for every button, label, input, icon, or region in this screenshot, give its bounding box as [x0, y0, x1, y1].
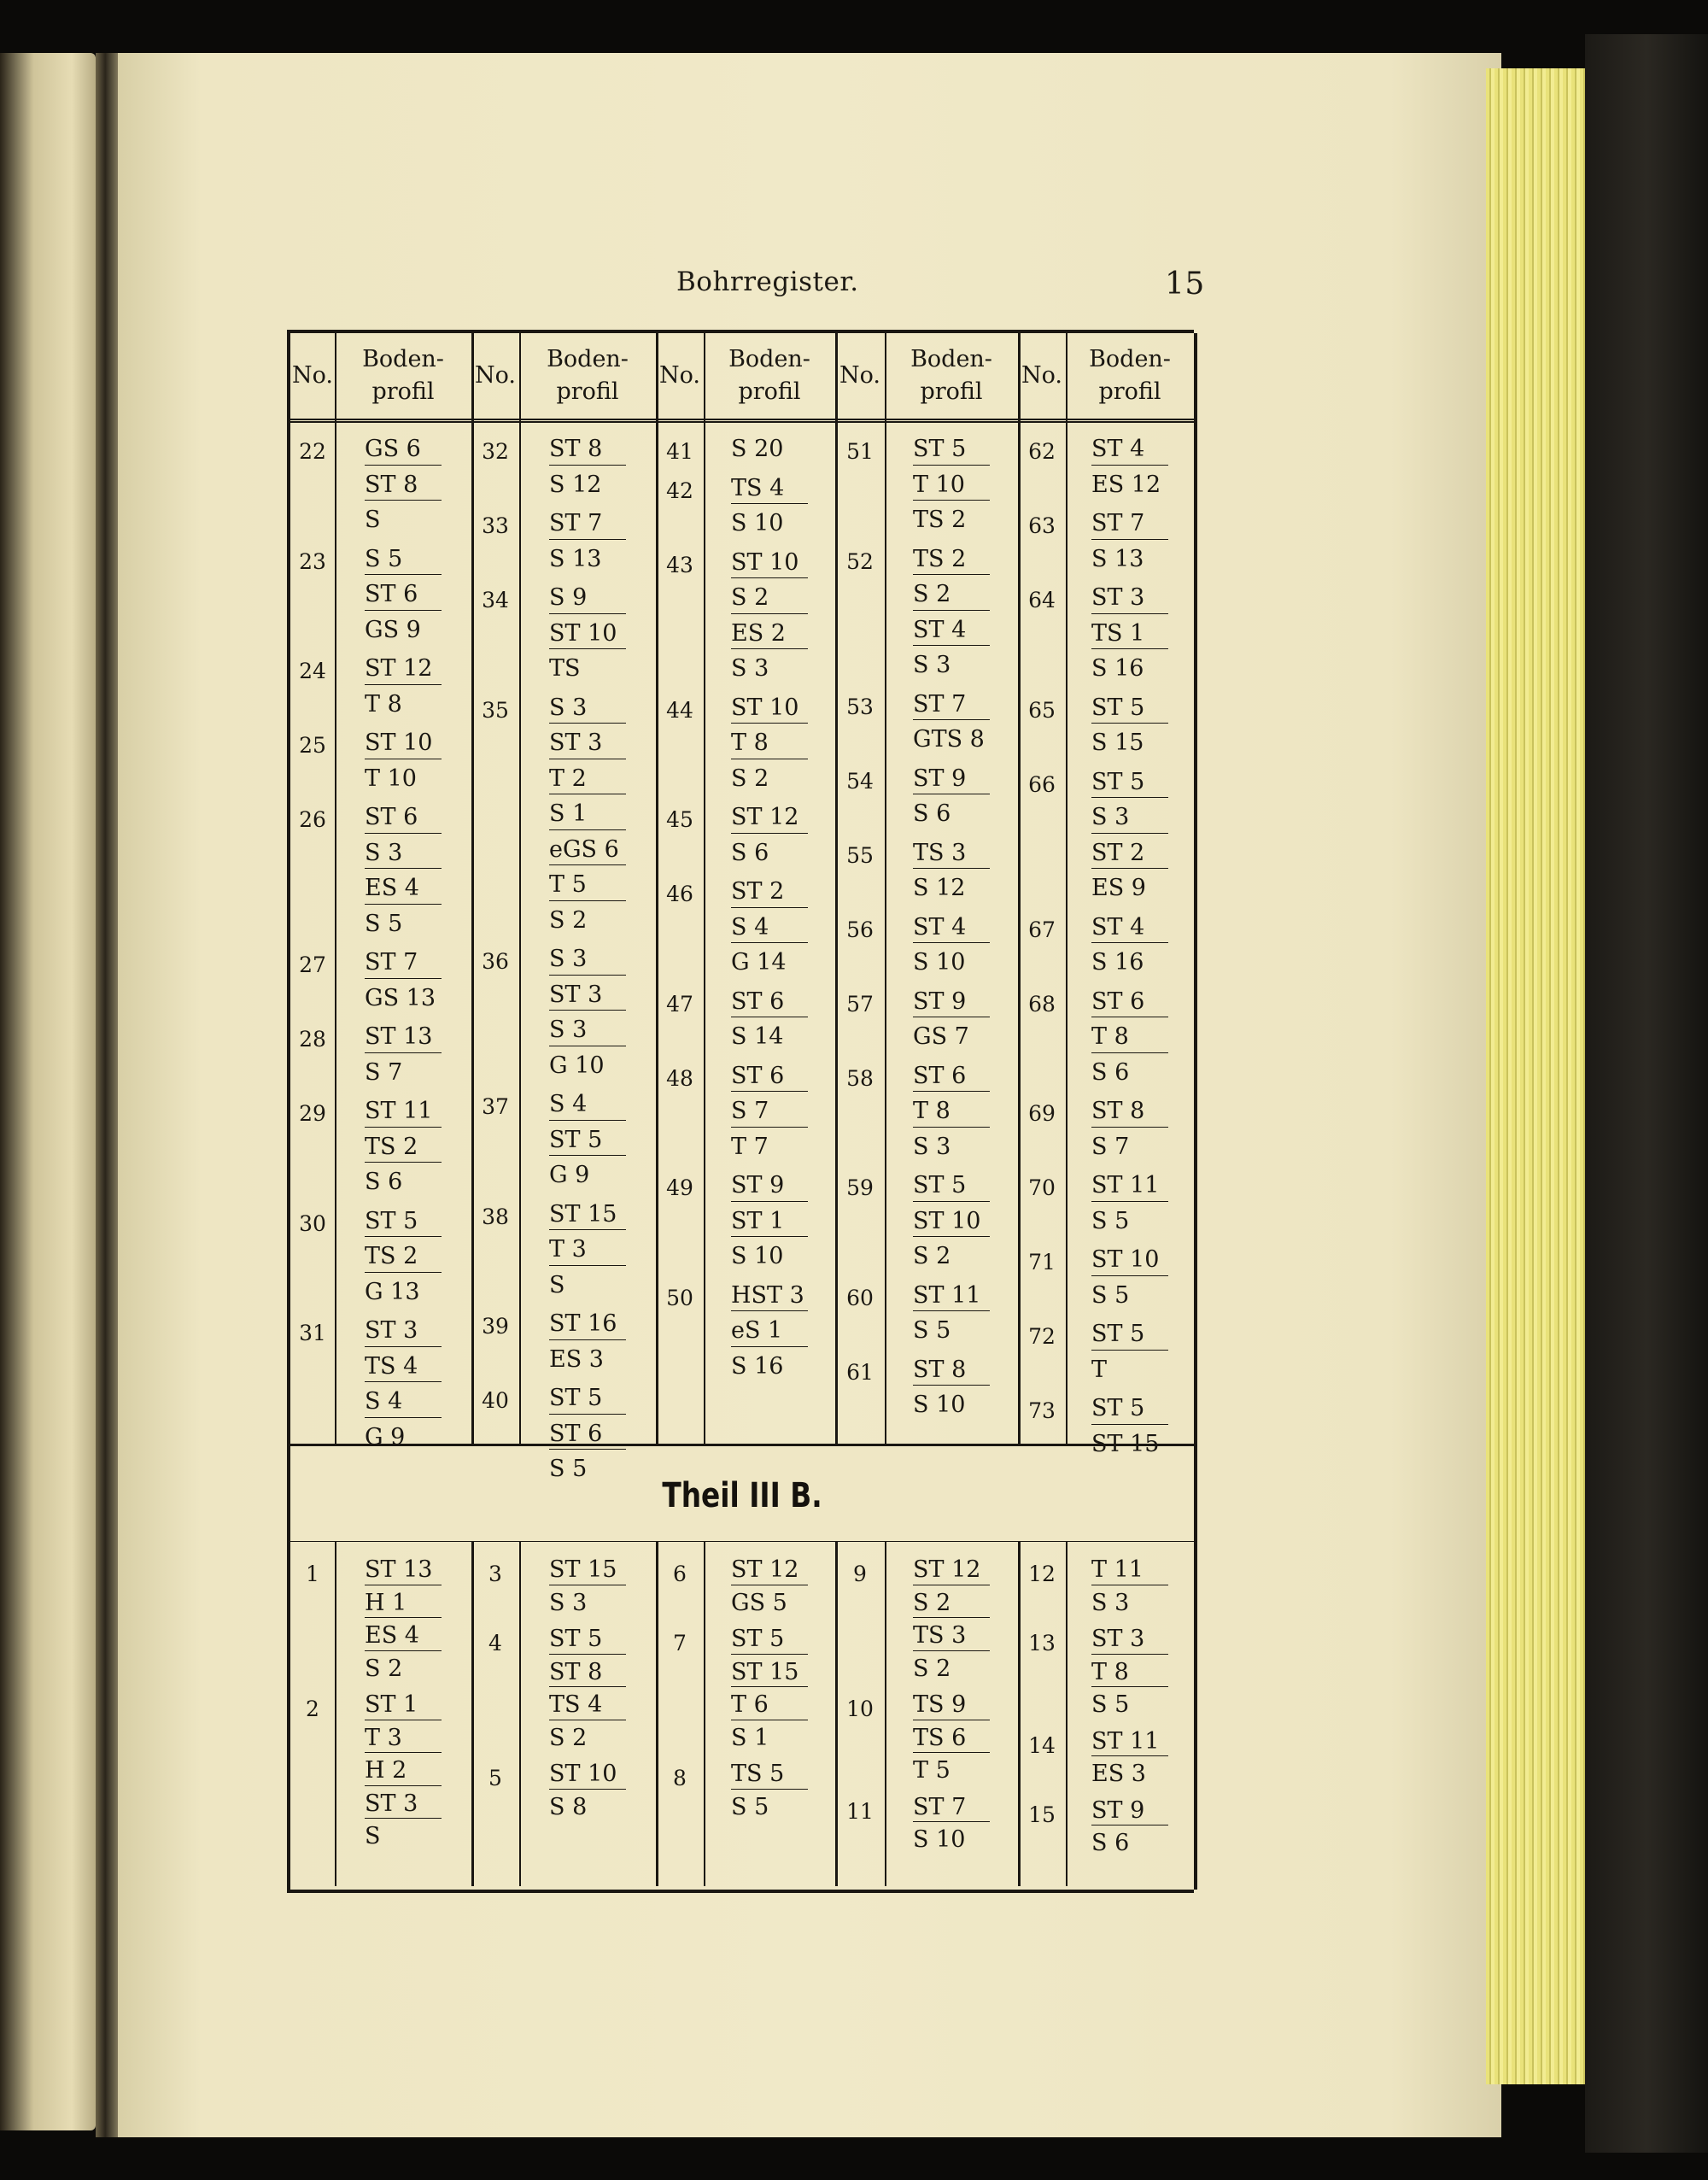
- bore-number: 62: [1028, 439, 1056, 464]
- profile-layer: ST 8: [549, 434, 626, 466]
- bore-number: 49: [666, 1175, 693, 1200]
- profile-layer: ST 10: [731, 548, 808, 579]
- profile-layer: H 2: [365, 1757, 442, 1786]
- profile-layer: TS 3: [913, 838, 990, 870]
- profile-layer: TS 4: [731, 473, 808, 505]
- profile-layer: ES 12: [1091, 471, 1161, 498]
- profile-layer: S 5: [731, 1793, 769, 1820]
- profile-layer: G 13: [365, 1278, 420, 1305]
- profile-layer: ST 7: [913, 1794, 990, 1823]
- profile-layer: ST 8: [365, 470, 442, 501]
- profile-layer: S 3: [1091, 802, 1168, 834]
- bore-number: 13: [1028, 1631, 1056, 1656]
- profile-layer: ST 5: [549, 1383, 626, 1415]
- profile-layer: S 9: [549, 583, 626, 614]
- profile-layer: ST 10: [1091, 1245, 1168, 1276]
- bore-number: 66: [1028, 771, 1056, 797]
- profile-layer: S: [549, 1271, 565, 1298]
- profile-layer: S 5: [365, 910, 403, 937]
- bore-number: 39: [482, 1314, 509, 1339]
- profile-layer: S 2: [731, 583, 808, 614]
- profile-layer: GTS 8: [913, 726, 985, 753]
- profile-layer: ST 7: [913, 689, 990, 721]
- profile-layer: S 13: [549, 545, 602, 572]
- profile-layer: S 2: [913, 1243, 951, 1269]
- bore-number: 46: [666, 882, 693, 906]
- profile-layer: S 4: [365, 1386, 442, 1418]
- bore-number: 29: [299, 1101, 326, 1126]
- bore-number: 34: [482, 588, 509, 612]
- bore-number: 43: [666, 552, 693, 577]
- profile-layer: ST 16: [549, 1309, 626, 1340]
- profile-layer: GS 13: [365, 984, 436, 1011]
- profile-layer: GS 5: [731, 1589, 787, 1616]
- profile-layer: S 16: [1091, 949, 1144, 976]
- page-edges: [1486, 68, 1594, 2084]
- bore-number: 26: [299, 807, 326, 832]
- bore-number: 36: [482, 949, 509, 974]
- profile-layer: S 4: [549, 1089, 626, 1121]
- bore-number: 32: [482, 439, 509, 464]
- bore-number: 70: [1028, 1175, 1056, 1200]
- bore-number: 45: [666, 807, 693, 832]
- profile-layer: ST 3: [365, 1316, 442, 1347]
- profile-layer: S 3: [365, 838, 442, 870]
- profile-layer: S 2: [365, 1655, 403, 1682]
- profile-layer: S 10: [731, 510, 784, 536]
- profile-layer: ST 12: [731, 802, 808, 834]
- profile-layer: S 12: [913, 875, 966, 901]
- profile-layer: ST 3: [1091, 583, 1168, 614]
- profile-layer: S 7: [365, 1058, 403, 1086]
- profile-layer: S 2: [913, 579, 990, 611]
- profile-layer: S 3: [549, 944, 626, 976]
- bore-number: 37: [482, 1094, 509, 1119]
- bore-number: 31: [299, 1321, 326, 1345]
- bore-number: 24: [299, 659, 326, 683]
- profile-layer: ST 15: [731, 1659, 808, 1688]
- profile-layer: H 1: [365, 1590, 442, 1619]
- profile-layer: S 3: [549, 1015, 626, 1046]
- bore-number: 41: [666, 439, 693, 464]
- profile-layer: ST 3: [549, 980, 626, 1011]
- bore-number: 11: [846, 1798, 874, 1824]
- profile-layer: ES 9: [1091, 875, 1146, 901]
- profile-layer: S 6: [913, 800, 951, 827]
- profile-layer: S 5: [1091, 1691, 1130, 1718]
- profile-layer: T: [1091, 1356, 1108, 1383]
- profile-layer: TS 2: [913, 544, 990, 576]
- bore-number: 22: [299, 439, 326, 464]
- bore-number: 12: [1028, 1562, 1056, 1586]
- profile-layer: ST 6: [731, 1061, 808, 1093]
- profile-layer: S 2: [913, 1655, 951, 1682]
- header-no: No.: [292, 362, 333, 389]
- profile-layer: ST 10: [913, 1206, 990, 1238]
- profile-layer: S 7: [1091, 1133, 1130, 1160]
- bore-number: 1: [306, 1562, 319, 1586]
- profile-layer: ST 5: [549, 1626, 626, 1655]
- profile-layer: S 5: [365, 544, 442, 576]
- profile-layer: ST 8: [549, 1659, 626, 1688]
- profile-layer: T 8: [1091, 1659, 1168, 1688]
- header-no: No.: [1021, 362, 1062, 389]
- running-title: Bohrregister.: [676, 267, 859, 297]
- profile-layer: S 4: [731, 912, 808, 944]
- bore-number: 52: [846, 548, 874, 574]
- header-profile: Boden- profil: [547, 346, 629, 405]
- profile-layer: S: [365, 507, 381, 533]
- profile-layer: S 5: [913, 1317, 951, 1344]
- profile-layer: S 6: [1091, 1058, 1130, 1086]
- profile-layer: ST 4: [913, 912, 990, 944]
- bore-number: 6: [673, 1562, 687, 1586]
- profile-layer: ST 9: [913, 764, 990, 795]
- profile-layer: ST 3: [365, 1790, 442, 1820]
- profile-layer: ST 11: [1091, 1728, 1168, 1757]
- bore-number: 53: [846, 694, 874, 719]
- profile-layer: ES 2: [731, 618, 808, 650]
- profile-layer: S 14: [731, 1023, 784, 1050]
- profile-layer: S 10: [913, 1826, 966, 1853]
- profile-layer: S 2: [549, 906, 588, 934]
- profile-layer: S 16: [1091, 655, 1144, 682]
- bore-number: 57: [846, 991, 874, 1017]
- bore-number: 56: [846, 917, 874, 942]
- bore-number: 67: [1028, 917, 1056, 942]
- header-profile: Boden- profil: [1089, 346, 1171, 405]
- profile-layer: ST 15: [1091, 1430, 1160, 1457]
- book-cover: [1585, 34, 1708, 2153]
- bore-number: 7: [673, 1631, 687, 1656]
- profile-layer: ST 15: [549, 1199, 626, 1231]
- header-profile: Boden- profil: [910, 346, 992, 405]
- bore-number: 64: [1028, 588, 1056, 612]
- profile-layer: ST 10: [365, 728, 442, 759]
- header-no: No.: [475, 362, 516, 389]
- left-page-edge: [0, 53, 96, 2130]
- bore-number: 10: [846, 1697, 874, 1721]
- profile-layer: ST 5: [913, 434, 990, 466]
- profile-layer: ST 11: [1091, 1170, 1168, 1202]
- profile-layer: ST 5: [731, 1626, 808, 1655]
- profile-layer: ST 5: [549, 1125, 626, 1157]
- profile-layer: S 16: [731, 1352, 784, 1380]
- profile-layer: ST 3: [549, 728, 626, 759]
- profile-layer: ST 12: [365, 653, 442, 685]
- profile-layer: ST 12: [913, 1556, 990, 1585]
- profile-layer: G 9: [365, 1423, 406, 1450]
- profile-layer: TS 3: [913, 1622, 990, 1651]
- profile-layer: ES 3: [549, 1345, 604, 1373]
- profile-layer: S 1: [549, 799, 626, 830]
- profile-layer: ST 5: [1091, 767, 1168, 799]
- profile-layer: T 5: [549, 870, 626, 901]
- bore-number: 2: [306, 1697, 319, 1721]
- header-no: No.: [659, 362, 700, 389]
- profile-layer: ST 5: [1091, 1319, 1168, 1351]
- bore-number: 33: [482, 513, 509, 538]
- profile-layer: ST 7: [1091, 508, 1168, 540]
- bore-number: 59: [846, 1175, 874, 1200]
- profile-layer: T 6: [731, 1691, 808, 1720]
- profile-layer: GS 9: [365, 616, 421, 643]
- profile-layer: ST 3: [1091, 1626, 1168, 1655]
- profile-layer: S 2: [731, 765, 769, 792]
- bore-number: 30: [299, 1210, 326, 1236]
- profile-layer: ST 1: [365, 1691, 442, 1720]
- profile-layer: S: [365, 1823, 381, 1849]
- bore-number: 27: [299, 952, 326, 977]
- bore-number: 28: [299, 1027, 326, 1052]
- bore-number: 55: [846, 842, 874, 868]
- profile-layer: T 8: [913, 1096, 990, 1128]
- bore-number: 47: [666, 991, 693, 1017]
- bore-number: 60: [846, 1285, 874, 1310]
- profile-layer: S 2: [549, 1724, 588, 1751]
- profile-layer: S 5: [1091, 1207, 1130, 1234]
- profile-layer: TS: [549, 655, 581, 682]
- profile-layer: T 2: [549, 764, 626, 795]
- header-profile: Boden- profil: [362, 346, 444, 405]
- profile-layer: S 6: [1091, 1830, 1130, 1856]
- table-header: [290, 333, 1194, 423]
- bore-number: 25: [299, 733, 326, 758]
- bore-number: 54: [846, 768, 874, 794]
- profile-layer: ST 9: [1091, 1797, 1168, 1826]
- bore-number: 40: [482, 1388, 509, 1413]
- profile-layer: S 10: [913, 1392, 966, 1418]
- profile-layer: S 3: [913, 1133, 951, 1160]
- bore-register-table: [287, 330, 1194, 1893]
- profile-layer: S 3: [1091, 1589, 1130, 1616]
- profile-layer: T 8: [1091, 1022, 1168, 1053]
- bore-number: 8: [673, 1766, 687, 1790]
- bore-number: 35: [482, 697, 509, 723]
- profile-layer: S 3: [549, 1589, 588, 1616]
- bore-number: 69: [1028, 1101, 1056, 1126]
- profile-layer: ST 9: [913, 987, 990, 1018]
- profile-layer: S 8: [549, 1793, 588, 1820]
- bore-number: 51: [846, 439, 874, 464]
- section-title: Theil III B.: [662, 1476, 822, 1515]
- profile-layer: TS 1: [1091, 618, 1168, 650]
- profile-layer: ST 7: [365, 947, 442, 979]
- profile-layer: ST 15: [549, 1556, 626, 1585]
- bore-number: 63: [1028, 513, 1056, 538]
- bore-number: 14: [1028, 1732, 1056, 1758]
- profile-layer: ES 3: [1091, 1761, 1146, 1787]
- bore-number: 48: [666, 1065, 693, 1091]
- bore-number: 23: [299, 548, 326, 574]
- profile-layer: S 1: [731, 1724, 769, 1751]
- profile-layer: S 6: [365, 1169, 403, 1195]
- profile-layer: S 20: [731, 436, 784, 462]
- profile-layer: TS 2: [365, 1241, 442, 1273]
- bore-number: 71: [1028, 1250, 1056, 1275]
- profile-layer: ST 2: [731, 876, 808, 908]
- profile-layer: eGS 6: [549, 835, 626, 866]
- profile-layer: ST 2: [1091, 838, 1168, 870]
- profile-layer: ST 6: [365, 802, 442, 834]
- profile-layer: G 9: [549, 1162, 590, 1188]
- profile-layer: HST 3: [731, 1280, 808, 1312]
- profile-layer: TS 2: [365, 1132, 442, 1163]
- bore-number: 50: [666, 1285, 693, 1310]
- profile-layer: TS 9: [913, 1691, 990, 1720]
- bore-number: 9: [853, 1562, 867, 1586]
- profile-layer: ST 10: [549, 618, 626, 650]
- bore-number: 5: [488, 1766, 502, 1790]
- profile-layer: S 15: [1091, 730, 1144, 756]
- profile-layer: S 10: [913, 949, 966, 976]
- profile-layer: ST 5: [365, 1206, 442, 1238]
- bore-number: 58: [846, 1065, 874, 1091]
- profile-layer: G 14: [731, 949, 787, 976]
- profile-layer: ST 7: [549, 508, 626, 540]
- header-no: No.: [839, 362, 880, 389]
- profile-layer: T 8: [731, 728, 808, 759]
- profile-layer: TS 4: [549, 1691, 626, 1720]
- profile-layer: ST 5: [913, 1170, 990, 1202]
- bore-number: 61: [846, 1359, 874, 1385]
- profile-layer: T 10: [913, 470, 990, 501]
- profile-layer: S 10: [731, 1243, 784, 1269]
- profile-layer: S 2: [913, 1590, 990, 1619]
- profile-layer: ST 6: [1091, 987, 1168, 1018]
- profile-layer: ST 4: [1091, 434, 1168, 466]
- profile-layer: S 12: [549, 471, 602, 498]
- profile-layer: ST 6: [913, 1061, 990, 1093]
- profile-layer: S 5: [549, 1456, 588, 1482]
- profile-layer: S 6: [731, 839, 769, 866]
- profile-layer: ES 4: [365, 1622, 442, 1651]
- bore-number: 72: [1028, 1324, 1056, 1349]
- bore-number: 73: [1028, 1398, 1056, 1423]
- profile-layer: ST 1: [731, 1206, 808, 1238]
- profile-layer: S 3: [913, 652, 951, 678]
- profile-layer: G 10: [549, 1052, 605, 1079]
- profile-layer: GS 7: [913, 1023, 969, 1050]
- profile-layer: S 5: [1091, 1281, 1130, 1309]
- profile-layer: ST 5: [1091, 1393, 1168, 1425]
- profile-layer: eS 1: [731, 1316, 808, 1347]
- profile-layer: ST 13: [365, 1022, 442, 1053]
- profile-layer: ST 8: [913, 1355, 990, 1386]
- bore-number: 38: [482, 1204, 509, 1229]
- profile-layer: ST 10: [549, 1761, 626, 1790]
- profile-layer: TS 4: [365, 1351, 442, 1383]
- profile-layer: ST 6: [365, 579, 442, 611]
- profile-layer: T 8: [365, 690, 402, 718]
- profile-layer: T 3: [365, 1725, 442, 1754]
- profile-layer: TS 5: [731, 1761, 808, 1790]
- profile-layer: TS 6: [913, 1725, 990, 1754]
- header-profile: Boden- profil: [728, 346, 810, 405]
- profile-layer: ST 10: [731, 693, 808, 724]
- bore-number: 15: [1028, 1802, 1056, 1827]
- profile-layer: ES 4: [365, 873, 442, 905]
- profile-layer: T 5: [913, 1757, 951, 1784]
- profile-layer: ST 11: [365, 1096, 442, 1128]
- profile-layer: ST 13: [365, 1556, 442, 1585]
- bore-number: 65: [1028, 697, 1056, 723]
- section-rule: [290, 1541, 1194, 1542]
- profile-layer: T 11: [1091, 1556, 1168, 1585]
- profile-layer: T 10: [365, 765, 417, 792]
- profile-layer: ST 11: [913, 1280, 990, 1312]
- profile-layer: S 7: [731, 1096, 808, 1128]
- profile-layer: S 3: [731, 655, 769, 682]
- profile-layer: ST 8: [1091, 1096, 1168, 1128]
- profile-layer: S 13: [1091, 545, 1144, 572]
- profile-layer: TS 2: [913, 507, 967, 533]
- page-number: 15: [1165, 267, 1205, 302]
- profile-layer: ST 6: [731, 987, 808, 1018]
- bore-number: 42: [666, 478, 693, 503]
- book-gutter: [96, 53, 120, 2137]
- profile-layer: GS 6: [365, 434, 442, 466]
- profile-layer: S 3: [549, 693, 626, 724]
- profile-layer: ST 4: [1091, 912, 1168, 944]
- profile-layer: ST 4: [913, 615, 990, 647]
- profile-layer: T 7: [731, 1133, 769, 1160]
- bore-number: 4: [488, 1631, 502, 1656]
- profile-layer: ST 5: [1091, 693, 1168, 724]
- profile-layer: ST 12: [731, 1556, 808, 1585]
- bore-number: 44: [666, 697, 693, 723]
- profile-layer: T 3: [549, 1234, 626, 1266]
- profile-layer: ST 6: [549, 1419, 626, 1450]
- profile-layer: ST 9: [731, 1170, 808, 1202]
- bore-number: 68: [1028, 991, 1056, 1017]
- bore-number: 3: [488, 1562, 502, 1586]
